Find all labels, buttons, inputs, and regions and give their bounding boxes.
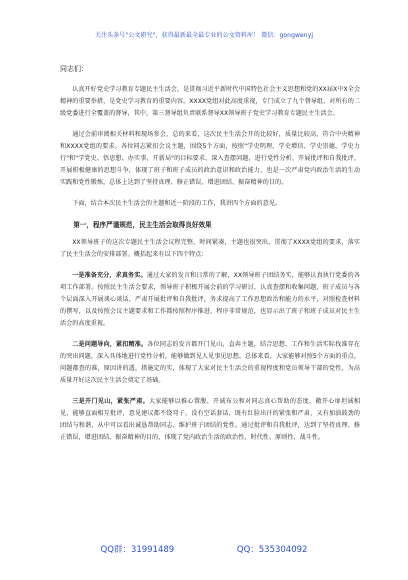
header-banner: 关注头条号"公文研究"，获得最新最全最专业的公文资料库！ 微信：gongwenyj (94, 32, 314, 39)
footer-qq: QQ：535304092 (236, 545, 308, 555)
point-one-text: 通过大家的发言和日常的了解，XX领导班子团结务实，能够认真执行党委的各项工作部署。按照民主生活会要求，领导班子积极开展会前的学习研讨，认真查摆和收集问题，班子成员与各个层面深入开展谈心谈话，严肃开展批评和自我批评，务求提高了工作思想政治和能力的水平，对照检查材料的撰写，以及按照会议主题要求和工作都按照程序推进，程序非常规范，也显示出了班子和班子成员对民主生活会的高度重视。 (60, 272, 360, 327)
point-three (60, 396, 360, 444)
point-three-text: 大家能够以推心置腹、开诚布公和对同志真心帮助的态度，敞开心扉坦诚相见，能够直面相互批评，意见建议都不绕弯子，没有空话套话，既有红脸出汗的紧张和严肃，又有加油鼓劲的团结与和谐，从中可以看出诚恳帮助同志、维护班子团结的党性。通过批评和自我批评，达到了坚持真理、修正错误，增进团结、振奋精神的目的，体现了党内政治生活的政治性、时代性、原则性、战斗性。 (60, 398, 360, 441)
section-intro: XX领导班子的这次专题民主生活会议程完整、时间紧凑，主题也很突出，贯彻了XXXX党组的要求，落实了民主生活会的安排部署。概括起来有以下四个特点： (60, 239, 360, 258)
assessment-paragraph: 通过会前审阅相关材料和现场参会，总的来看，这次民主生活会开的比较好，质量比较高，符合中央精神和XXXX党组的要求。各位同志紧扣会议主题，围绕5个方面，按照"学史明理、学史增信、学史崇德、学史力行"和"学党史、悟思想、办实事、开新局"的目标要求，深入查摆问题，进行党性分析，开展批评和自我批评，开展积极健康的思想斗争，体现了班子和班子成员的政治意识和政治能力，也是一次严肃党内政治生活的生动实践和党性锻炼，总体上达到了坚持真理、修正错误、增进团结、振奋精神的目的。 (60, 131, 360, 186)
point-one (60, 270, 360, 330)
point-two (60, 339, 360, 387)
point-three-lead: 三是开门见山，紧张严肃。 (72, 398, 150, 405)
footer-qq-group: QQ群：31991489 (100, 545, 175, 555)
speech-body (60, 64, 360, 453)
section-heading: 第一，程序严谨规范，民主生活会取得良好效果 (73, 221, 212, 229)
salutation: 同志们： (60, 65, 88, 73)
opening-paragraph: 认真开好党史学习教育专题民主生活会，是贯彻习近平新时代中国特色社会主义思想和党的XX届X中X全会精神的重要举措，是党史学习教育的重要内容。XXXX党组对此高度重视，专门成立了九个督导组，对所有的二级党委进行全覆盖的督导，其中，第三督导组负责联系督导XX领导班子党史学习教育专题民主生活会。 (60, 86, 360, 117)
footer-contacts (0, 543, 408, 555)
point-two-lead: 二是问题导向，紧扣精准。 (72, 341, 148, 348)
point-two-text: 各位同志的发言都开门见山，直奔主题，结合思想、工作和生活实际找准存在的突出问题，深入具体地进行党性分析，能够做到见人见事见思想。总体来看，大家能够对照5个方面的重点，问题都查的准，原因讲的透，措施定的实，体现了大家对民主生活会的重视程度和党员领导干部的党性，为高质量开好这次民主生活会奠定了基础。 (60, 341, 360, 384)
point-one-lead: 一是准备充分，求真务实。 (72, 272, 147, 279)
transition-paragraph: 下面，结合本次民主生活会的主题和近一阶段的工作，我讲四个方面的意见。 (72, 200, 282, 207)
